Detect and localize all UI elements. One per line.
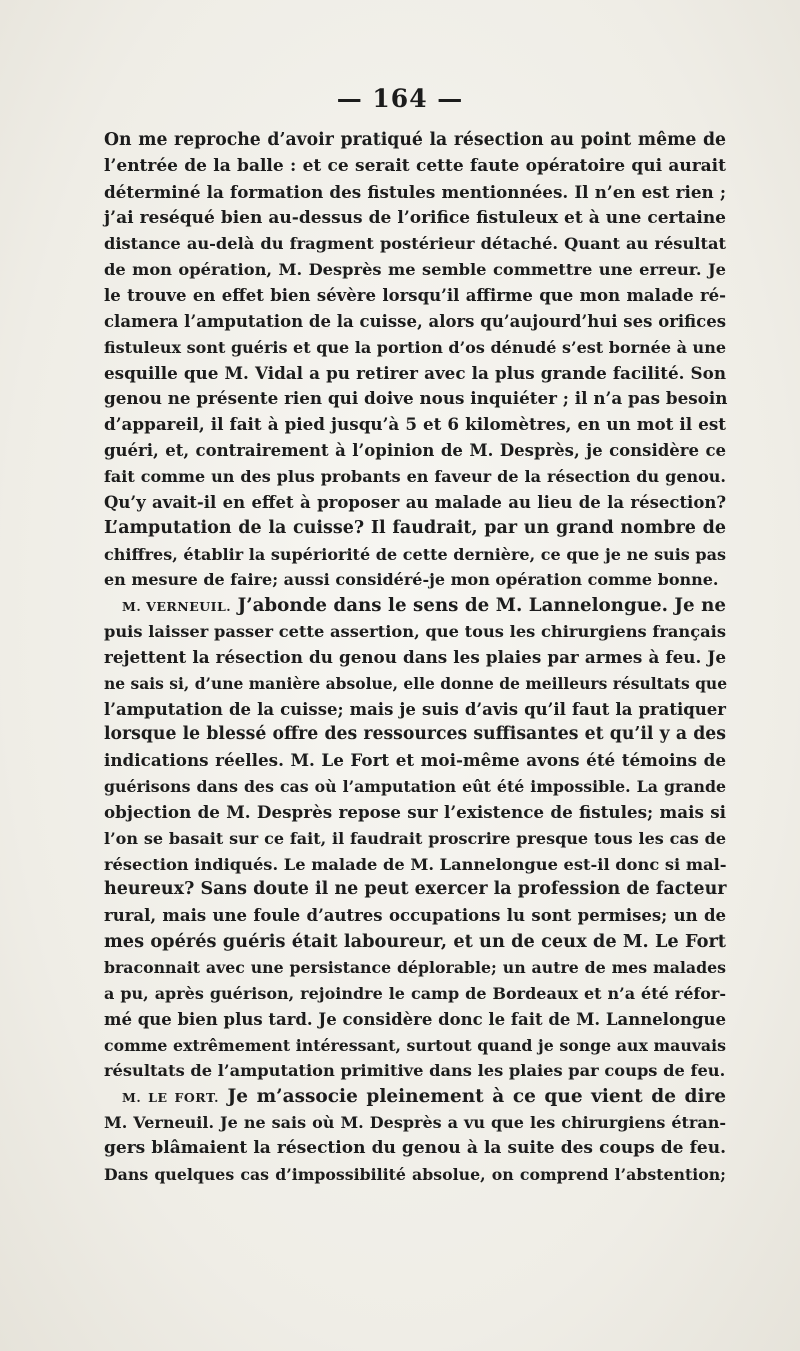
text-line	[104, 619, 726, 645]
text-line	[104, 257, 726, 283]
text-line	[104, 1136, 726, 1162]
line-text: puis laisser passer cette assertion, que tous les chirurgiens français	[104, 622, 726, 642]
text-line	[104, 283, 726, 309]
line-text: guérisons dans des cas où l’amputation eût été impossible. La grande	[104, 777, 726, 797]
line-text: guéri, et, contrairement à l’opinion de M. Desprès, je considère ce	[104, 441, 726, 461]
line-text: de mon opération, M. Desprès me semble commettre une erreur. Je	[104, 260, 726, 280]
line-text: gers blâmaient la résection du genou à la suite des coups de feu.	[104, 1137, 726, 1158]
text-line	[104, 1033, 726, 1059]
text-line	[104, 206, 726, 232]
line-text: L’amputation de la cuisse? Il faudrait, par un grand nombre de	[104, 517, 726, 538]
line-text: braconnait avec une persistance déplorable; un autre de mes malades	[104, 958, 726, 977]
text-line	[104, 645, 726, 671]
line-text: ne sais si, d’une manière absolue, elle donne de meilleurs résultats que	[104, 673, 728, 693]
line-text: distance au-delà du fragment postérieur détaché. Quant au résultat	[104, 234, 726, 254]
text-line	[104, 955, 726, 981]
line-text: esquille que M. Vidal a pu retirer avec la plus grande facilité. Son	[104, 362, 726, 383]
text-line	[104, 1162, 726, 1188]
line-text: On me reproche d’avoir pratiqué la résection au point même de	[104, 130, 726, 150]
text-line	[104, 903, 726, 929]
line-text: l’amputation de la cuisse; mais je suis d’avis qu’il faut la pratiquer	[104, 699, 726, 719]
line-text: fistuleux sont guéris et que la portion d’os dénudé s’est bornée à une	[104, 337, 726, 357]
line-text: lorsque le blessé offre des ressources suffisantes et qu’il y a des	[104, 724, 726, 745]
line-text: indications réelles. M. Le Fort et moi-même avons été témoins de	[104, 750, 726, 771]
line-text: mé que bien plus tard. Je considère donc le fait de M. Lannelongue	[104, 1009, 726, 1029]
text-line	[104, 309, 726, 335]
text-line	[104, 929, 726, 955]
line-text: mes opérés guéris était laboureur, et un de ceux de M. Le Fort	[104, 931, 726, 953]
line-text: M. Verneuil. Je ne sais où M. Desprès a vu que les chirurgiens étran-	[104, 1113, 726, 1133]
text-line	[104, 464, 726, 490]
text-line	[104, 697, 726, 723]
text-line	[104, 335, 726, 361]
text-line	[104, 542, 726, 568]
text-line	[104, 438, 726, 464]
line-text: objection de M. Desprès repose sur l’existence de fistules; mais si	[104, 801, 726, 822]
text-line	[104, 774, 726, 800]
line-text: comme extrêmement intéressant, surtout quand je songe aux mauvais	[104, 1035, 726, 1055]
text-line	[104, 1007, 726, 1033]
text-line	[104, 231, 726, 257]
line-text: le trouve en effet bien sévère lorsqu’il affirme que mon malade ré-	[104, 286, 726, 306]
line-text: clamera l’amputation de la cuisse, alors qu’aujourd’hui ses orifices	[104, 311, 726, 331]
text-line	[104, 877, 726, 903]
text-line	[104, 180, 726, 206]
text-line	[104, 516, 726, 542]
text-line	[104, 852, 726, 878]
line-text: d’appareil, il fait à pied jusqu’à 5 et 6 kilomètres, en un mot il est	[104, 414, 726, 435]
text-line	[104, 386, 726, 412]
speaker-name: M. VERNEUIL.	[122, 599, 232, 615]
line-text: chiffres, établir la supériorité de cette dernière, ce que je ne suis pas	[104, 544, 726, 564]
text-line	[104, 361, 726, 387]
text-line	[104, 826, 726, 852]
text-line	[104, 722, 726, 748]
text-line	[104, 981, 726, 1007]
speaker-name: M. LE FORT.	[122, 1090, 219, 1106]
page-number: — 164 —	[336, 84, 464, 113]
text-line	[104, 593, 726, 619]
text-line	[104, 567, 726, 593]
text-line	[104, 1084, 726, 1110]
line-text: résection indiqués. Le malade de M. Lannelongue est-il donc si mal-	[104, 854, 727, 874]
line-text: rejettent la résection du genou dans les plaies par armes à feu. Je	[104, 646, 726, 667]
text-line	[104, 671, 726, 697]
line-text: j’ai reséqué bien au-dessus de l’orifice fistuleux et à une certaine	[104, 207, 726, 228]
text-line	[104, 154, 726, 180]
line-text: Je m’associe pleinement à ce que vient de dire	[227, 1086, 727, 1108]
line-text: l’entrée de la balle : et ce serait cette faute opératoire qui aurait	[104, 155, 726, 176]
line-text: Qu’y avait-il en effet à proposer au malade au lieu de la résection?	[104, 492, 726, 512]
text-line	[104, 128, 726, 154]
line-text: l’on se basait sur ce fait, il faudrait proscrire presque tous les cas de	[104, 828, 726, 848]
line-text: Dans quelques cas d’impossibilité absolue, on comprend l’abstention;	[104, 1164, 726, 1184]
text-line	[104, 1058, 726, 1084]
line-text: en mesure de faire; aussi considéré-je mon opération comme bonne.	[104, 570, 719, 590]
line-text: a pu, après guérison, rejoindre le camp de Bordeaux et n’a été réfor-	[104, 983, 726, 1003]
line-text: heureux? Sans doute il ne peut exercer la profession de facteur	[104, 879, 727, 900]
text-line	[104, 490, 726, 516]
line-text: résultats de l’amputation primitive dans les plaies par coups de feu.	[104, 1061, 726, 1081]
line-text: rural, mais une foule d’autres occupations lu sont permises; un de	[104, 906, 726, 926]
text-line	[104, 800, 726, 826]
line-text: J’abonde dans le sens de M. Lannelongue. Je ne	[237, 595, 726, 617]
text-line	[104, 412, 726, 438]
body-text	[104, 128, 726, 1188]
line-text: fait comme un des plus probants en faveur de la résection du genou.	[104, 466, 726, 486]
line-text: déterminé la formation des fistules mentionnées. Il n’en est rien ;	[104, 181, 726, 202]
line-text: genou ne présente rien qui doive nous inquiéter ; il n’a pas besoin	[104, 388, 728, 409]
text-line	[104, 748, 726, 774]
text-line	[104, 1110, 726, 1136]
